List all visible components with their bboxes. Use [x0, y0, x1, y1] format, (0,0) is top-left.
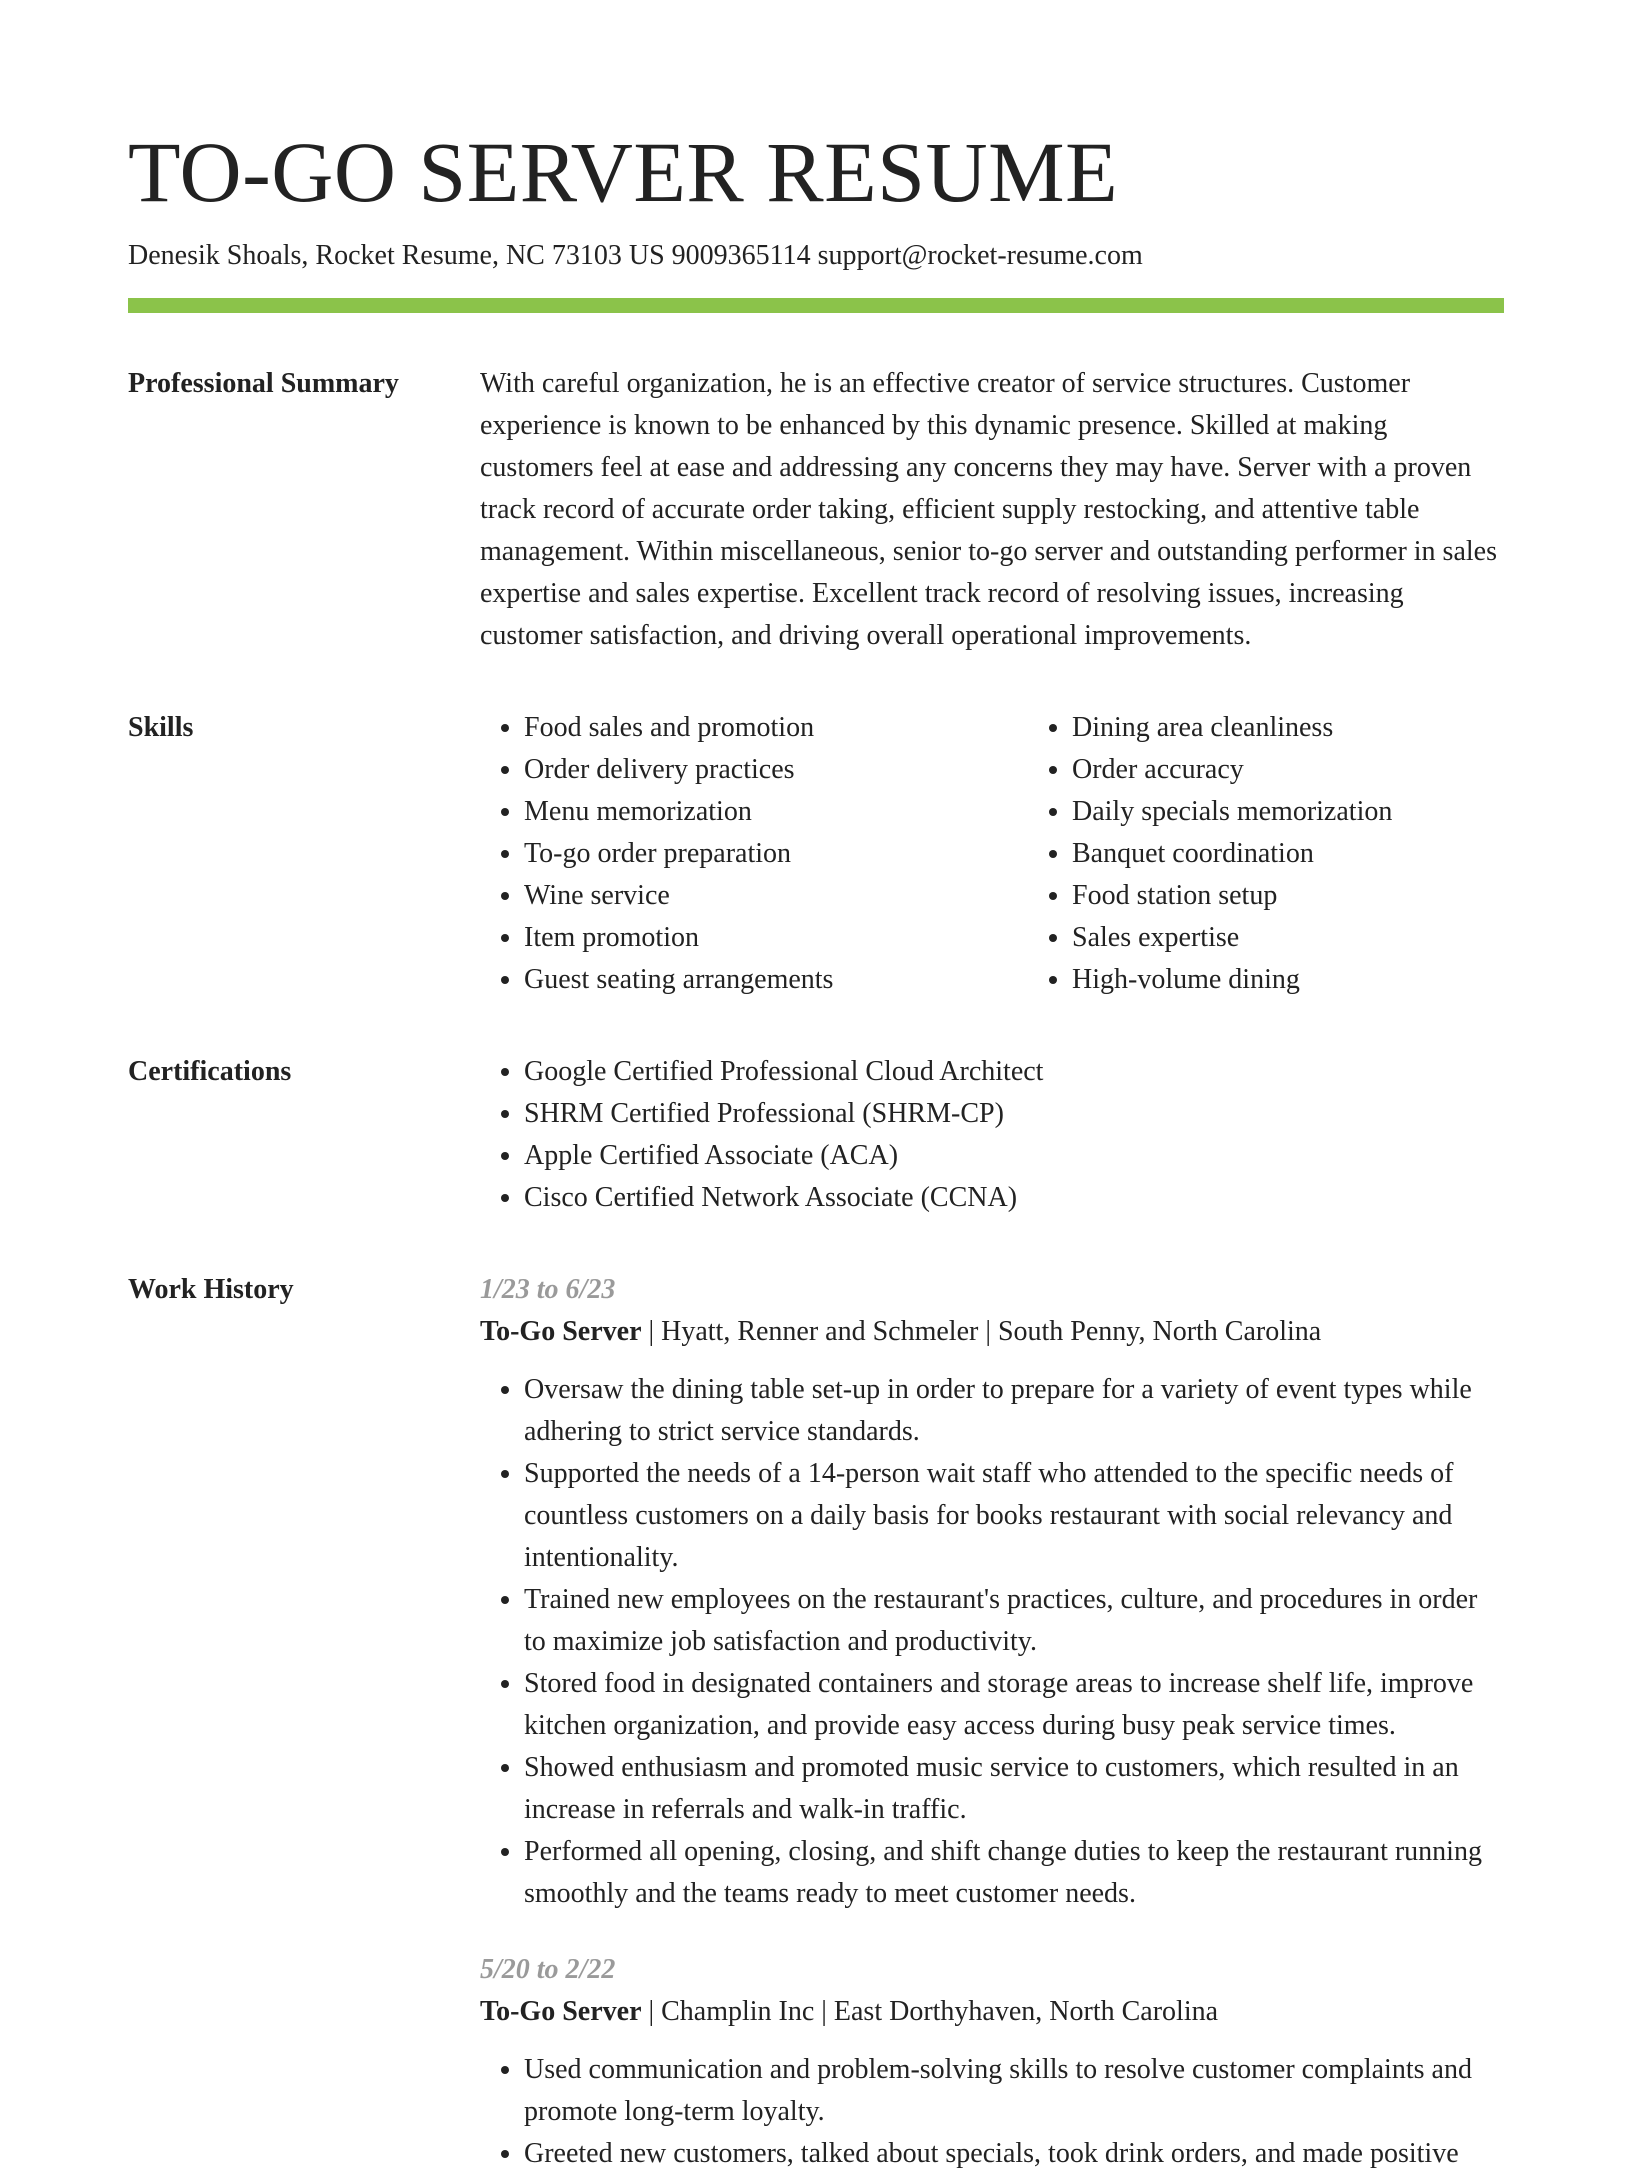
job-bullet: • Performed all opening, closing, and shift change duties to keep the restaurant running smoothly and the teams ready to meet customer needs.: [524, 1831, 1504, 1915]
skills-list-left: [480, 707, 1028, 1001]
skills-list-right: [1028, 707, 1576, 1001]
job-bullets: [480, 2049, 1504, 2175]
summary-section: [128, 363, 1504, 657]
skill-item: • Food sales and promotion: [524, 707, 1028, 749]
skill-item: • Item promotion: [524, 917, 1028, 959]
job-title-line: [480, 1311, 1504, 1353]
certifications-body: [480, 1051, 1504, 1219]
certification-item: • Google Certified Professional Cloud Architect: [524, 1051, 1504, 1093]
certifications-section: [128, 1051, 1504, 1219]
job-title-line: [480, 1991, 1504, 2033]
skills-section: [128, 707, 1504, 1001]
job-role: To-Go Server: [480, 1316, 642, 1347]
job-employer-location: | Hyatt, Renner and Schmeler | South Penny, North Carolina: [641, 1316, 1322, 1347]
job-employer-location: | Champlin Inc | East Dorthyhaven, North Carolina: [641, 1996, 1219, 2027]
skill-item: • Sales expertise: [1072, 917, 1576, 959]
job-bullet: • Stored food in designated containers and storage areas to increase shelf life, improve kitchen organization, and provide easy access during busy peak service times.: [524, 1663, 1504, 1747]
job-bullet: • Greeted new customers, talked about specials, took drink orders, and made positive: [524, 2133, 1504, 2175]
skill-item: • Order accuracy: [1072, 749, 1576, 791]
summary-body: [480, 363, 1504, 657]
skill-item: • Dining area cleanliness: [1072, 707, 1576, 749]
work-history-section: [128, 1269, 1504, 2175]
job-bullet: • Trained new employees on the restaurant's practices, culture, and procedures in order to maximize job satisfaction and productivity.: [524, 1579, 1504, 1663]
skill-item: • Daily specials memorization: [1072, 791, 1576, 833]
certification-item: • Apple Certified Associate (ACA): [524, 1135, 1504, 1177]
job-dates: 1/23 to 6/23: [480, 1274, 616, 1305]
section-label-skills: Skills: [128, 712, 194, 743]
summary-text: With careful organization, he is an effective creator of service structures. Customer experience is known to be enhanced by this dynamic presence. Skilled at making customers feel at ease and addressing any concerns they may have. Server with a proven track record of accurate order taking, efficient supply restocking, and attentive table management. Within miscellaneous, senior to-go server and outstanding performer in sales expertise and sales expertise. Excellent track record of resolving issues, increasing customer satisfaction, and driving overall operational improvements.: [480, 368, 1497, 651]
certifications-list: [480, 1051, 1504, 1219]
skill-item: • To-go order preparation: [524, 833, 1028, 875]
skill-item: • High-volume dining: [1072, 959, 1576, 1001]
skill-item: • Order delivery practices: [524, 749, 1028, 791]
skill-item: • Menu memorization: [524, 791, 1028, 833]
section-label-work-history: Work History: [128, 1274, 294, 1305]
work-history-body: [480, 1269, 1504, 2175]
job-bullet: • Used communication and problem-solving skills to resolve customer complaints and promote long-term loyalty.: [524, 2049, 1504, 2133]
header-divider: [128, 298, 1504, 313]
job-entry: [480, 1949, 1504, 2175]
skill-item: • Guest seating arrangements: [524, 959, 1028, 1001]
section-label-summary: Professional Summary: [128, 368, 399, 399]
job-role: To-Go Server: [480, 1996, 642, 2027]
skill-item: • Banquet coordination: [1072, 833, 1576, 875]
skill-item: • Food station setup: [1072, 875, 1576, 917]
job-bullets: [480, 1369, 1504, 1915]
resume-page: [128, 120, 1504, 2175]
section-label-certifications: Certifications: [128, 1056, 292, 1087]
job-bullet: • Supported the needs of a 14-person wait staff who attended to the specific needs of countless customers on a daily basis for books restaurant with social relevancy and intentionality.: [524, 1453, 1504, 1579]
certification-item: • Cisco Certified Network Associate (CCNA): [524, 1177, 1504, 1219]
job-bullet: • Showed enthusiasm and promoted music service to customers, which resulted in an increase in referrals and walk-in traffic.: [524, 1747, 1504, 1831]
job-bullet: • Oversaw the dining table set-up in order to prepare for a variety of event types while adhering to strict service standards.: [524, 1369, 1504, 1453]
skill-item: • Wine service: [524, 875, 1028, 917]
job-dates: 5/20 to 2/22: [480, 1954, 616, 1985]
job-entry: [480, 1269, 1504, 1915]
skills-body: [480, 707, 1576, 1001]
certification-item: • SHRM Certified Professional (SHRM-CP): [524, 1093, 1504, 1135]
contact-line: Denesik Shoals, Rocket Resume, NC 73103 US 9009365114 support@rocket-resume.com: [128, 240, 1143, 271]
resume-title: TO-GO SERVER RESUME: [128, 124, 1119, 220]
